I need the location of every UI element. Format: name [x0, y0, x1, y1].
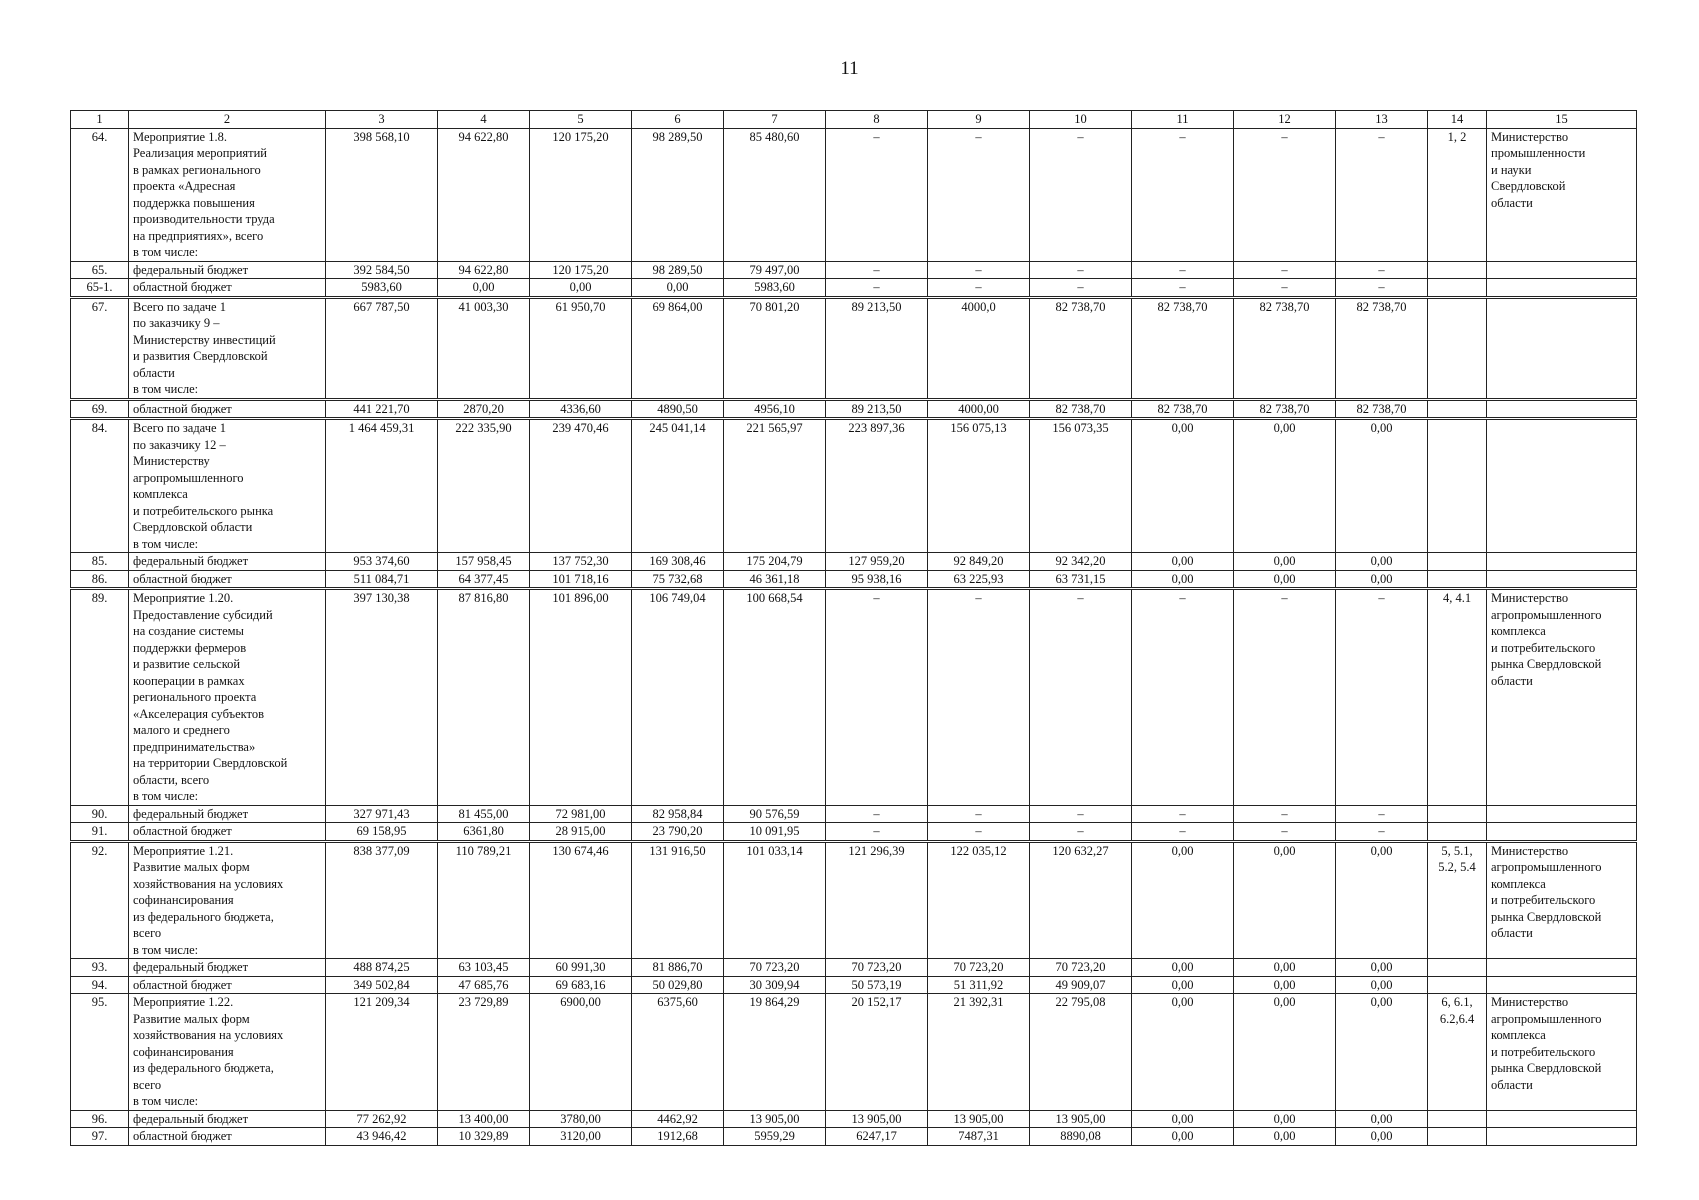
- amount-cell: –: [1030, 823, 1132, 842]
- amount-cell: 92 849,20: [928, 553, 1030, 571]
- amount-cell: –: [1132, 805, 1234, 823]
- column-header: 1: [71, 111, 129, 129]
- amount-cell: 82 738,70: [1132, 399, 1234, 419]
- table-row: [71, 1110, 1637, 1128]
- executor-name: Министерство промышленности и науки Свердловской области: [1487, 128, 1637, 261]
- row-description: Мероприятие 1.20. Предоставление субсидий на создание системы поддержки фермеров и развитие сельской кооперации в рамках регионального проекта «Акселерация субъектов малого и среднего предпринимательства» на территории Свердловской области, всего в том числе:: [129, 589, 326, 806]
- row-number: 85.: [71, 553, 129, 571]
- amount-cell: –: [1234, 128, 1336, 261]
- column-header: 15: [1487, 111, 1637, 129]
- amount-cell: 245 041,14: [632, 419, 724, 553]
- amount-cell: 6900,00: [530, 994, 632, 1111]
- executor-name: [1487, 553, 1637, 571]
- target-indicator: [1428, 553, 1487, 571]
- amount-cell: 70 723,20: [1030, 959, 1132, 977]
- row-description: федеральный бюджет: [129, 1110, 326, 1128]
- amount-cell: 0,00: [1336, 976, 1428, 994]
- amount-cell: 89 213,50: [826, 297, 928, 399]
- amount-cell: 4000,00: [928, 399, 1030, 419]
- executor-name: [1487, 419, 1637, 553]
- amount-cell: 90 576,59: [724, 805, 826, 823]
- amount-cell: –: [1234, 589, 1336, 806]
- amount-cell: 82 738,70: [1030, 399, 1132, 419]
- target-indicator: [1428, 297, 1487, 399]
- amount-cell: 63 103,45: [438, 959, 530, 977]
- page-number: 11: [840, 58, 859, 79]
- amount-cell: 10 091,95: [724, 823, 826, 842]
- row-number: 91.: [71, 823, 129, 842]
- amount-cell: 2870,20: [438, 399, 530, 419]
- target-indicator: 5, 5.1, 5.2, 5.4: [1428, 841, 1487, 959]
- amount-cell: 13 905,00: [1030, 1110, 1132, 1128]
- amount-cell: 69 683,16: [530, 976, 632, 994]
- table-row: [71, 279, 1637, 298]
- row-description: областной бюджет: [129, 570, 326, 589]
- row-description: областной бюджет: [129, 823, 326, 842]
- executor-name: [1487, 1128, 1637, 1146]
- table-row: [71, 959, 1637, 977]
- amount-cell: 223 897,36: [826, 419, 928, 553]
- amount-cell: –: [826, 279, 928, 298]
- table-row: [71, 994, 1637, 1111]
- amount-cell: –: [826, 805, 928, 823]
- target-indicator: 6, 6.1, 6.2,6.4: [1428, 994, 1487, 1111]
- amount-cell: 4000,0: [928, 297, 1030, 399]
- amount-cell: 82 738,70: [1234, 399, 1336, 419]
- amount-cell: 82 738,70: [1030, 297, 1132, 399]
- target-indicator: [1428, 1110, 1487, 1128]
- row-description: Мероприятие 1.21. Развитие малых форм хозяйствования на условиях софинансирования из федерального бюджета, всего в том числе:: [129, 841, 326, 959]
- amount-cell: 87 816,80: [438, 589, 530, 806]
- amount-cell: 137 752,30: [530, 553, 632, 571]
- amount-cell: –: [1336, 589, 1428, 806]
- table-row: [71, 841, 1637, 959]
- amount-cell: 13 905,00: [724, 1110, 826, 1128]
- amount-cell: 0,00: [1234, 994, 1336, 1111]
- amount-cell: 0,00: [1132, 419, 1234, 553]
- header-row: [71, 111, 1637, 129]
- amount-cell: 0,00: [1132, 1110, 1234, 1128]
- amount-cell: 0,00: [438, 279, 530, 298]
- row-number: 67.: [71, 297, 129, 399]
- amount-cell: 392 584,50: [326, 261, 438, 279]
- amount-cell: 0,00: [1132, 959, 1234, 977]
- row-number: 86.: [71, 570, 129, 589]
- table-row: [71, 297, 1637, 399]
- amount-cell: –: [928, 279, 1030, 298]
- amount-cell: –: [1132, 261, 1234, 279]
- amount-cell: –: [826, 261, 928, 279]
- amount-cell: –: [1336, 128, 1428, 261]
- amount-cell: 70 723,20: [826, 959, 928, 977]
- row-number: 95.: [71, 994, 129, 1111]
- amount-cell: 101 033,14: [724, 841, 826, 959]
- executor-name: [1487, 823, 1637, 842]
- amount-cell: 0,00: [1336, 553, 1428, 571]
- table-row: [71, 128, 1637, 261]
- amount-cell: 0,00: [1336, 1128, 1428, 1146]
- row-description: федеральный бюджет: [129, 805, 326, 823]
- row-description: федеральный бюджет: [129, 261, 326, 279]
- amount-cell: –: [826, 128, 928, 261]
- amount-cell: 0,00: [1234, 841, 1336, 959]
- column-header: 7: [724, 111, 826, 129]
- amount-cell: 0,00: [1132, 553, 1234, 571]
- amount-cell: –: [928, 589, 1030, 806]
- amount-cell: 838 377,09: [326, 841, 438, 959]
- amount-cell: 63 225,93: [928, 570, 1030, 589]
- amount-cell: –: [1030, 128, 1132, 261]
- amount-cell: 130 674,46: [530, 841, 632, 959]
- amount-cell: 6375,60: [632, 994, 724, 1111]
- amount-cell: 1912,68: [632, 1128, 724, 1146]
- amount-cell: –: [1234, 805, 1336, 823]
- executor-name: [1487, 570, 1637, 589]
- executor-name: [1487, 297, 1637, 399]
- amount-cell: 61 950,70: [530, 297, 632, 399]
- amount-cell: 10 329,89: [438, 1128, 530, 1146]
- column-header: 5: [530, 111, 632, 129]
- amount-cell: 43 946,42: [326, 1128, 438, 1146]
- amount-cell: 23 790,20: [632, 823, 724, 842]
- amount-cell: –: [1030, 261, 1132, 279]
- amount-cell: –: [1030, 279, 1132, 298]
- amount-cell: 82 738,70: [1132, 297, 1234, 399]
- table-row: [71, 553, 1637, 571]
- amount-cell: 667 787,50: [326, 297, 438, 399]
- amount-cell: 0,00: [1234, 1110, 1336, 1128]
- amount-cell: 41 003,30: [438, 297, 530, 399]
- row-description: федеральный бюджет: [129, 553, 326, 571]
- budget-table: [70, 110, 1637, 1146]
- table-row: [71, 570, 1637, 589]
- amount-cell: 79 497,00: [724, 261, 826, 279]
- amount-cell: 6247,17: [826, 1128, 928, 1146]
- amount-cell: –: [1132, 279, 1234, 298]
- column-header: 12: [1234, 111, 1336, 129]
- amount-cell: 47 685,76: [438, 976, 530, 994]
- target-indicator: [1428, 570, 1487, 589]
- amount-cell: 157 958,45: [438, 553, 530, 571]
- row-number: 96.: [71, 1110, 129, 1128]
- table-body: [71, 111, 1637, 1146]
- executor-name: [1487, 805, 1637, 823]
- amount-cell: 95 938,16: [826, 570, 928, 589]
- amount-cell: 0,00: [1336, 994, 1428, 1111]
- amount-cell: 5959,29: [724, 1128, 826, 1146]
- column-header: 13: [1336, 111, 1428, 129]
- amount-cell: 69 158,95: [326, 823, 438, 842]
- row-number: 84.: [71, 419, 129, 553]
- amount-cell: 92 342,20: [1030, 553, 1132, 571]
- amount-cell: 101 896,00: [530, 589, 632, 806]
- row-number: 69.: [71, 399, 129, 419]
- amount-cell: 131 916,50: [632, 841, 724, 959]
- amount-cell: 0,00: [1132, 570, 1234, 589]
- target-indicator: [1428, 399, 1487, 419]
- amount-cell: 5983,60: [724, 279, 826, 298]
- amount-cell: 98 289,50: [632, 261, 724, 279]
- amount-cell: 0,00: [1234, 1128, 1336, 1146]
- amount-cell: 327 971,43: [326, 805, 438, 823]
- table-row: [71, 823, 1637, 842]
- amount-cell: 94 622,80: [438, 261, 530, 279]
- amount-cell: 8890,08: [1030, 1128, 1132, 1146]
- amount-cell: 51 311,92: [928, 976, 1030, 994]
- table-row: [71, 1128, 1637, 1146]
- amount-cell: –: [1234, 261, 1336, 279]
- amount-cell: 0,00: [1132, 841, 1234, 959]
- amount-cell: 69 864,00: [632, 297, 724, 399]
- amount-cell: 0,00: [1336, 1110, 1428, 1128]
- amount-cell: 30 309,94: [724, 976, 826, 994]
- row-number: 65-1.: [71, 279, 129, 298]
- column-header: 14: [1428, 111, 1487, 129]
- amount-cell: –: [1234, 823, 1336, 842]
- executor-name: [1487, 399, 1637, 419]
- target-indicator: [1428, 959, 1487, 977]
- executor-name: [1487, 261, 1637, 279]
- amount-cell: 101 718,16: [530, 570, 632, 589]
- amount-cell: 19 864,29: [724, 994, 826, 1111]
- amount-cell: 121 209,34: [326, 994, 438, 1111]
- table-row: [71, 589, 1637, 806]
- amount-cell: 121 296,39: [826, 841, 928, 959]
- amount-cell: 0,00: [1336, 959, 1428, 977]
- amount-cell: 0,00: [1132, 1128, 1234, 1146]
- amount-cell: –: [1030, 805, 1132, 823]
- row-number: 65.: [71, 261, 129, 279]
- amount-cell: 13 400,00: [438, 1110, 530, 1128]
- executor-name: [1487, 279, 1637, 298]
- amount-cell: 5983,60: [326, 279, 438, 298]
- executor-name: [1487, 976, 1637, 994]
- amount-cell: 120 175,20: [530, 261, 632, 279]
- row-description: областной бюджет: [129, 1128, 326, 1146]
- amount-cell: 82 738,70: [1234, 297, 1336, 399]
- amount-cell: 222 335,90: [438, 419, 530, 553]
- amount-cell: 82 738,70: [1336, 399, 1428, 419]
- column-header: 10: [1030, 111, 1132, 129]
- table-row: [71, 419, 1637, 553]
- amount-cell: 98 289,50: [632, 128, 724, 261]
- amount-cell: 50 573,19: [826, 976, 928, 994]
- amount-cell: 127 959,20: [826, 553, 928, 571]
- amount-cell: 120 632,27: [1030, 841, 1132, 959]
- amount-cell: 89 213,50: [826, 399, 928, 419]
- table-row: [71, 261, 1637, 279]
- amount-cell: 63 731,15: [1030, 570, 1132, 589]
- column-header: 11: [1132, 111, 1234, 129]
- target-indicator: 4, 4.1: [1428, 589, 1487, 806]
- target-indicator: [1428, 976, 1487, 994]
- amount-cell: –: [928, 261, 1030, 279]
- row-description: Мероприятие 1.22. Развитие малых форм хозяйствования на условиях софинансирования из федерального бюджета, всего в том числе:: [129, 994, 326, 1111]
- amount-cell: 70 723,20: [928, 959, 1030, 977]
- row-description: областной бюджет: [129, 279, 326, 298]
- amount-cell: 75 732,68: [632, 570, 724, 589]
- amount-cell: –: [928, 128, 1030, 261]
- amount-cell: 28 915,00: [530, 823, 632, 842]
- amount-cell: 81 886,70: [632, 959, 724, 977]
- column-header: 2: [129, 111, 326, 129]
- target-indicator: [1428, 279, 1487, 298]
- amount-cell: 3120,00: [530, 1128, 632, 1146]
- amount-cell: 81 455,00: [438, 805, 530, 823]
- executor-name: [1487, 1110, 1637, 1128]
- target-indicator: 1, 2: [1428, 128, 1487, 261]
- row-number: 97.: [71, 1128, 129, 1146]
- amount-cell: –: [928, 805, 1030, 823]
- amount-cell: 511 084,71: [326, 570, 438, 589]
- amount-cell: 156 073,35: [1030, 419, 1132, 553]
- amount-cell: 110 789,21: [438, 841, 530, 959]
- amount-cell: 13 905,00: [826, 1110, 928, 1128]
- table-row: [71, 805, 1637, 823]
- amount-cell: 106 749,04: [632, 589, 724, 806]
- row-description: федеральный бюджет: [129, 959, 326, 977]
- column-header: 6: [632, 111, 724, 129]
- amount-cell: 70 801,20: [724, 297, 826, 399]
- executor-name: [1487, 959, 1637, 977]
- amount-cell: –: [1132, 589, 1234, 806]
- amount-cell: 85 480,60: [724, 128, 826, 261]
- executor-name: Министерство агропромышленного комплекса и потребительского рынка Свердловской области: [1487, 994, 1637, 1111]
- amount-cell: 0,00: [1132, 976, 1234, 994]
- amount-cell: 0,00: [1132, 994, 1234, 1111]
- amount-cell: 20 152,17: [826, 994, 928, 1111]
- target-indicator: [1428, 261, 1487, 279]
- amount-cell: 49 909,07: [1030, 976, 1132, 994]
- amount-cell: 60 991,30: [530, 959, 632, 977]
- amount-cell: 0,00: [530, 279, 632, 298]
- amount-cell: 6361,80: [438, 823, 530, 842]
- amount-cell: 22 795,08: [1030, 994, 1132, 1111]
- amount-cell: 94 622,80: [438, 128, 530, 261]
- amount-cell: 1 464 459,31: [326, 419, 438, 553]
- amount-cell: –: [826, 589, 928, 806]
- amount-cell: 4956,10: [724, 399, 826, 419]
- amount-cell: –: [1132, 823, 1234, 842]
- row-description: Всего по задаче 1 по заказчику 9 – Министерству инвестиций и развития Свердловской области в том числе:: [129, 297, 326, 399]
- row-description: областной бюджет: [129, 976, 326, 994]
- table-row: [71, 976, 1637, 994]
- amount-cell: 13 905,00: [928, 1110, 1030, 1128]
- executor-name: Министерство агропромышленного комплекса и потребительского рынка Свердловской области: [1487, 589, 1637, 806]
- row-number: 64.: [71, 128, 129, 261]
- amount-cell: –: [1336, 279, 1428, 298]
- row-description: Всего по задаче 1 по заказчику 12 – Министерству агропромышленного комплекса и потребительского рынка Свердловской области в том числе:: [129, 419, 326, 553]
- amount-cell: 169 308,46: [632, 553, 724, 571]
- amount-cell: 100 668,54: [724, 589, 826, 806]
- amount-cell: 0,00: [1336, 841, 1428, 959]
- target-indicator: [1428, 805, 1487, 823]
- amount-cell: 4336,60: [530, 399, 632, 419]
- amount-cell: 0,00: [1234, 570, 1336, 589]
- amount-cell: 156 075,13: [928, 419, 1030, 553]
- table-row: [71, 399, 1637, 419]
- amount-cell: –: [928, 823, 1030, 842]
- amount-cell: 0,00: [1234, 553, 1336, 571]
- amount-cell: –: [1234, 279, 1336, 298]
- target-indicator: [1428, 823, 1487, 842]
- amount-cell: 77 262,92: [326, 1110, 438, 1128]
- amount-cell: 953 374,60: [326, 553, 438, 571]
- amount-cell: 4462,92: [632, 1110, 724, 1128]
- amount-cell: 0,00: [1234, 419, 1336, 553]
- amount-cell: 0,00: [1234, 959, 1336, 977]
- amount-cell: 23 729,89: [438, 994, 530, 1111]
- amount-cell: 349 502,84: [326, 976, 438, 994]
- amount-cell: 122 035,12: [928, 841, 1030, 959]
- row-number: 90.: [71, 805, 129, 823]
- amount-cell: 7487,31: [928, 1128, 1030, 1146]
- amount-cell: 488 874,25: [326, 959, 438, 977]
- row-number: 93.: [71, 959, 129, 977]
- amount-cell: 441 221,70: [326, 399, 438, 419]
- amount-cell: 4890,50: [632, 399, 724, 419]
- executor-name: Министерство агропромышленного комплекса и потребительского рынка Свердловской области: [1487, 841, 1637, 959]
- amount-cell: 64 377,45: [438, 570, 530, 589]
- amount-cell: 120 175,20: [530, 128, 632, 261]
- column-header: 8: [826, 111, 928, 129]
- column-header: 9: [928, 111, 1030, 129]
- amount-cell: 0,00: [632, 279, 724, 298]
- amount-cell: 3780,00: [530, 1110, 632, 1128]
- amount-cell: 46 361,18: [724, 570, 826, 589]
- row-description: областной бюджет: [129, 399, 326, 419]
- amount-cell: –: [1132, 128, 1234, 261]
- amount-cell: 82 958,84: [632, 805, 724, 823]
- row-number: 92.: [71, 841, 129, 959]
- row-description: Мероприятие 1.8. Реализация мероприятий в рамках регионального проекта «Адресная поддержка повышения производительности труда на предприятиях», всего в том числе:: [129, 128, 326, 261]
- amount-cell: –: [826, 823, 928, 842]
- amount-cell: 398 568,10: [326, 128, 438, 261]
- amount-cell: 175 204,79: [724, 553, 826, 571]
- amount-cell: –: [1030, 589, 1132, 806]
- amount-cell: 0,00: [1336, 419, 1428, 553]
- amount-cell: –: [1336, 261, 1428, 279]
- amount-cell: –: [1336, 823, 1428, 842]
- amount-cell: 397 130,38: [326, 589, 438, 806]
- amount-cell: 72 981,00: [530, 805, 632, 823]
- row-number: 89.: [71, 589, 129, 806]
- amount-cell: 221 565,97: [724, 419, 826, 553]
- row-number: 94.: [71, 976, 129, 994]
- amount-cell: 82 738,70: [1336, 297, 1428, 399]
- amount-cell: 50 029,80: [632, 976, 724, 994]
- amount-cell: 239 470,46: [530, 419, 632, 553]
- amount-cell: –: [1336, 805, 1428, 823]
- amount-cell: 0,00: [1336, 570, 1428, 589]
- amount-cell: 0,00: [1234, 976, 1336, 994]
- target-indicator: [1428, 1128, 1487, 1146]
- amount-cell: 21 392,31: [928, 994, 1030, 1111]
- amount-cell: 70 723,20: [724, 959, 826, 977]
- column-header: 3: [326, 111, 438, 129]
- column-header: 4: [438, 111, 530, 129]
- target-indicator: [1428, 419, 1487, 553]
